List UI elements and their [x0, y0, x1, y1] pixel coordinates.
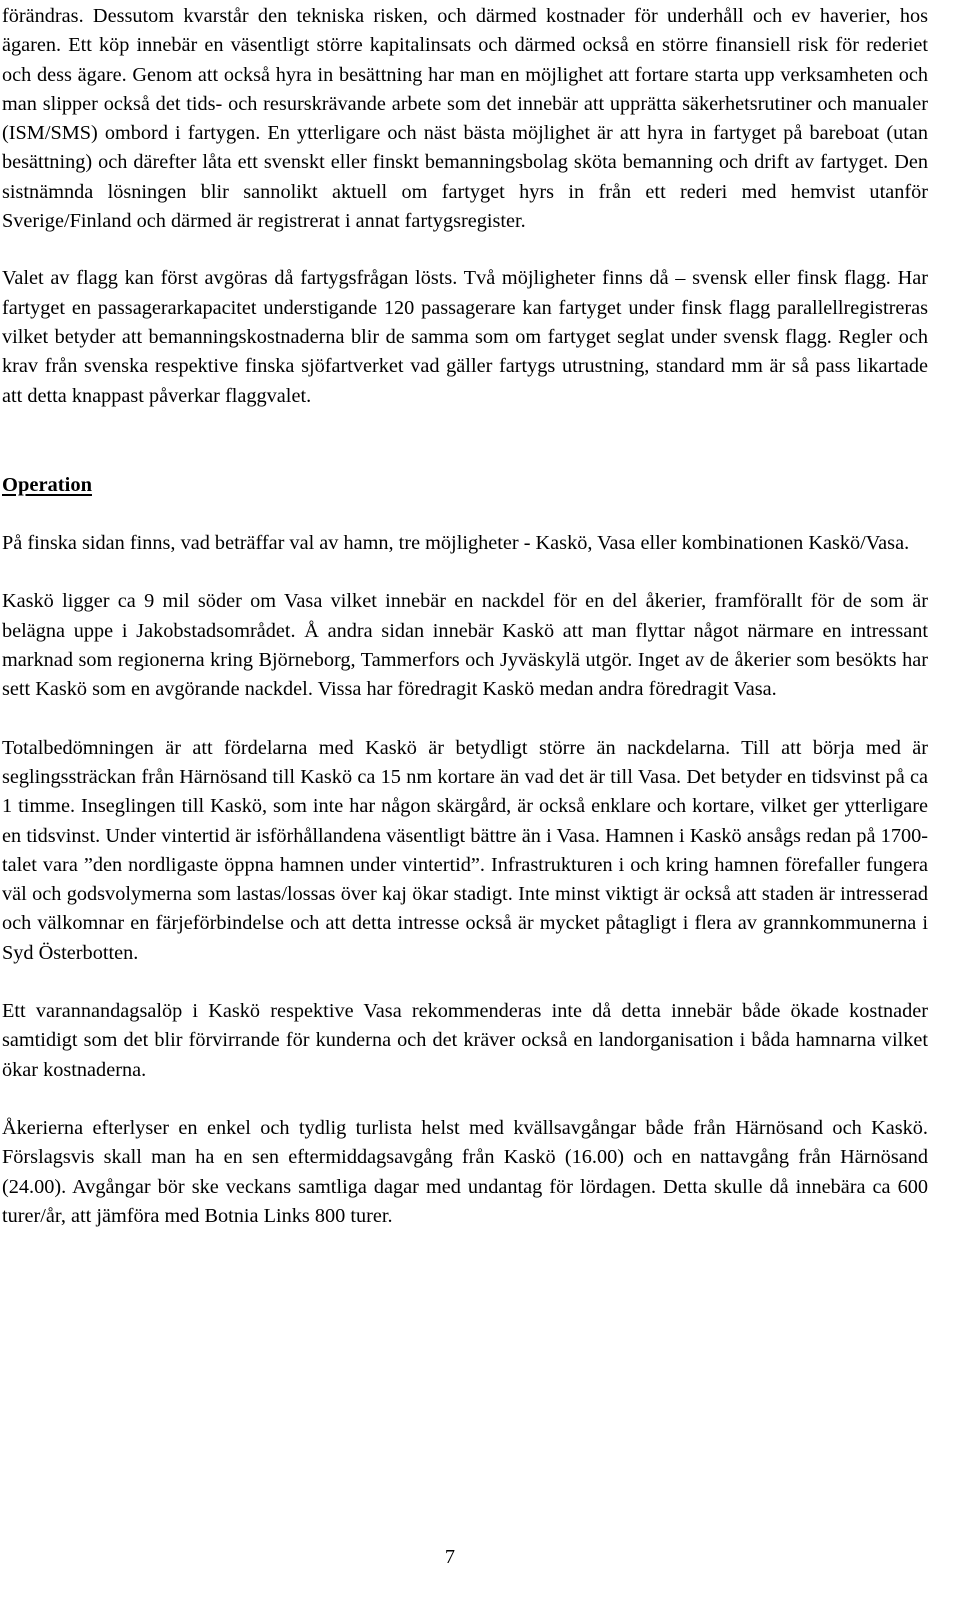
- paragraph-varannandagslop: Ett varannandagsalöp i Kaskö respektive Vasa rekommenderas inte då detta innebär både ökade kostnader samtidigt som det blir förvirrande för kunderna och det kräver också en landorganisation i båda hamnarna vilket ökar kostnaderna.: [2, 1000, 928, 1081]
- paragraph-kasko-lage: Kaskö ligger ca 9 mil söder om Vasa vilket innebär en nackdel för en del åkerier, framförallt för de som är belägna uppe i Jakobstadsområdet. Å andra sidan innebär Kaskö att man flyttar något närmare en intressant marknad som regionerna kring Björneborg, Tammerfors och Jyväskylä utgör. Inget av de åkerier som besökts har sett Kaskö som en avgörande nackdel. Vissa har föredragit Kaskö medan andra föredragit Vasa.: [2, 590, 928, 701]
- paragraph-hamnval: På finska sidan finns, vad beträffar val av hamn, tre möjligheter - Kaskö, Vasa eller kombinationen Kaskö/Vasa.: [2, 532, 910, 555]
- paragraph-totalbedomning: Totalbedömningen är att fördelarna med Kaskö är betydligt större än nackdelarna. Till att börja med är seglingssträckan från Härnösand till Kaskö ca 15 nm kortare än vad det är till Vasa. Det betyder en tidsvinst på ca 1 timme. Inseglingen till Kaskö, som inte har någon skärgård, är också enklare och kortare, vilket ger ytterligare en tidsvinst. Under vintertid är isförhållandena väsentligt bättre än i Vasa. Hamnen i Kaskö ansågs redan på 1700-talet vara ”den nordligaste öppna hamnen under vintertid”. Infrastrukturen i och kring hamnen förefaller fungera väl och godsvolymerna som lastas/lossas över kaj ökar stadigt. Inte minst viktigt är också att staden är intresserad och välkomnar en färjeförbindelse och att detta intresse också är mycket påtagligt i flera av grannkommunerna i Syd Österbotten.: [2, 736, 928, 964]
- paragraph-bemanning: förändras. Dessutom kvarstår den tekniska risken, och därmed kostnader för underhåll och ev haverier, hos ägaren. Ett köp innebär en väsentligt större kapitalinsats och därmed också en större finansiell risk för rederiet och dess ägare. Genom att också hyra in besättning har man en möjlighet att fortare starta upp verksamheten och man slipper också det tids- och resurskrävande arbete som det innebär att upprätta säkerhetsrutiner och manualer (ISM/SMS) ombord i fartygen. En ytterligare och näst bästa möjlighet är att hyra in fartyget på bareboat (utan besättning) och därefter låta ett svenskt eller finskt bemanningsbolag sköta bemanning och drift av fartyget. Den sistnämnda lösningen blir sannolikt aktuell om fartyget hyrs in från ett rederi med hemvist utanför Sverige/Finland och därmed är registrerat i annat fartygsregister.: [2, 5, 928, 233]
- paragraph-flagg: Valet av flagg kan först avgöras då fartygsfrågan lösts. Två möjligheter finns då – svensk eller finsk flagg. Har fartyget en passagerarkapacitet understigande 120 passagerare kan fartyget under finsk flagg parallellregistreras vilket betyder att bemanningskostnaderna blir de samma som om fartyget seglat under svensk flagg. Regler och krav från svenska respektive finska sjöfartverket vad gäller fartygs utrustning, standard mm är så pass likartade att detta knappast påverkar flaggvalet.: [2, 267, 928, 407]
- page-number: 7: [444, 1546, 456, 1568]
- paragraph-turlista: Åkerierna efterlyser en enkel och tydlig turlista helst med kvällsavgångar både från Härnösand och Kaskö. Förslagsvis skall man ha en sen eftermiddagsavgång från Kaskö (16.00) och en nattavgång från Härnösand (24.00). Avgångar bör ske veckans samtliga dagar med undantag för lördagen. Detta skulle då innebära ca 600 turer/år, att jämföra med Botnia Links 800 turer.: [2, 1116, 928, 1227]
- section-heading-operation: Operation: [2, 473, 92, 496]
